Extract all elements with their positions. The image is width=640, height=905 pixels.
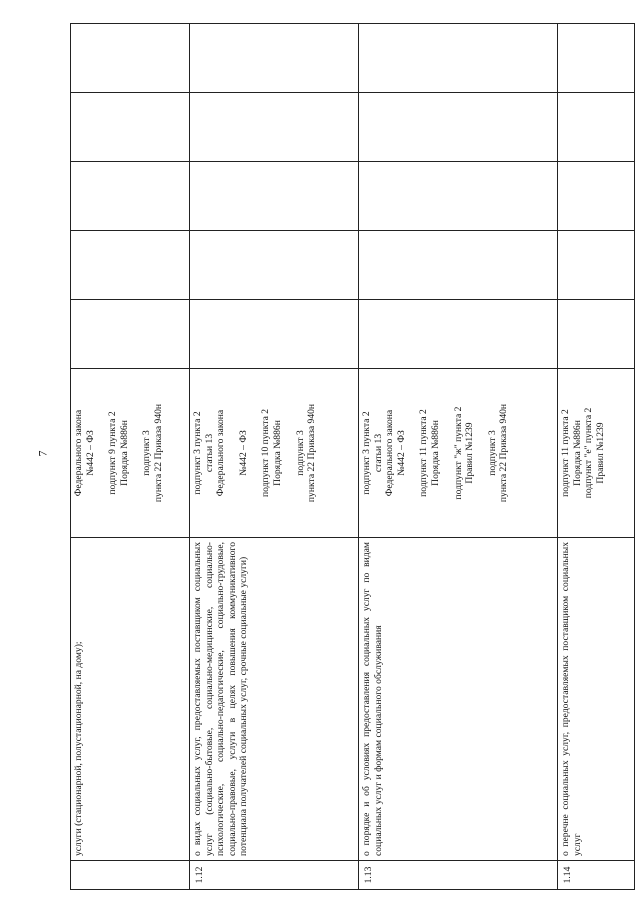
legal-basis-spacer: [476, 373, 487, 533]
legal-basis-line: статьи 13: [372, 433, 384, 473]
empty-cell: [190, 93, 359, 162]
legal-basis-line: пункта 22 Приказа 940н: [498, 403, 510, 503]
empty-cell: [71, 231, 190, 300]
legal-basis-line: Порядка №886н: [429, 420, 441, 486]
legal-basis-spacer: [227, 373, 238, 533]
empty-cell: [359, 231, 558, 300]
legal-basis-cell: [190, 369, 359, 538]
legal-basis-line: Федерального закона: [215, 409, 227, 497]
empty-cell: [359, 162, 558, 231]
table-row: [71, 24, 190, 890]
page-number: 7: [35, 450, 50, 457]
table-row: [190, 24, 359, 890]
legal-basis-line: №442 – ФЗ: [395, 430, 407, 476]
legal-basis-line: подпункт 3: [486, 430, 498, 476]
empty-cell: [359, 93, 558, 162]
empty-cell: [71, 24, 190, 93]
legal-basis-line: Федерального закона: [73, 409, 84, 497]
table-row: [558, 24, 635, 890]
legal-basis-line: подпункт 3: [141, 430, 153, 476]
legal-basis-line: пункта 22 Приказа 940н: [152, 403, 164, 503]
legal-basis-cell: [71, 369, 190, 538]
empty-cell: [71, 93, 190, 162]
legal-basis-line: подпункт 3 пункта 2: [192, 411, 203, 495]
description-cell: о перечне социальных услуг, предоставляемых поставщиком социальных услуг: [558, 538, 635, 861]
table-row: [359, 24, 558, 890]
description-cell: о порядке и об условиях предоставления социальных услуг по видам социальных услуг и формам социального обслуживания: [359, 538, 558, 861]
empty-cell: [190, 24, 359, 93]
description-cell: о видах социальных услуг, предоставляемых поставщиком социальных услуг (социально-бытовые, социально-медицинские, социально-психологические, социально-педагогические, социально-трудовые, социально-правовые, услуги в целях повышения коммуникативного потенциала получателей социальных услуг, срочные социальные услуги): [190, 538, 359, 861]
legal-basis-line: Правил №1239: [464, 422, 476, 484]
legal-basis-spacer: [284, 373, 295, 533]
row-number-cell: 1.14: [558, 861, 635, 890]
empty-cell: [359, 300, 558, 369]
empty-cell: [190, 300, 359, 369]
empty-cell: [558, 24, 635, 93]
row-number-cell: [71, 861, 190, 890]
rotated-table-container: [70, 40, 606, 890]
empty-cell: [71, 162, 190, 231]
legal-basis-line: подпункт "е" пункта 2: [583, 407, 595, 499]
legal-basis-line: Порядка №886н: [571, 420, 583, 486]
empty-cell: [190, 231, 359, 300]
legal-basis-line: Порядка №886н: [118, 420, 130, 486]
legal-basis-spacer: [442, 373, 453, 533]
legal-basis-spacer: [249, 373, 260, 533]
legal-basis-line: пункта 22 Приказа 940н: [306, 403, 318, 503]
legal-basis-line: Порядка №886н: [271, 420, 283, 486]
legal-basis-line: подпункт 11 пункта 2: [560, 409, 571, 497]
legal-basis-line: №442 – ФЗ: [84, 430, 96, 476]
empty-cell: [190, 162, 359, 231]
legal-basis-line: №442 – ФЗ: [237, 430, 249, 476]
legal-basis-cell: [558, 369, 635, 538]
legal-basis-line: подпункт 10 пункта 2: [260, 408, 272, 498]
legal-basis-line: Правил №1239: [594, 422, 606, 484]
legal-basis-line: статьи 13: [203, 433, 215, 473]
empty-cell: [558, 231, 635, 300]
legal-basis-line: подпункт 9 пункта 2: [107, 411, 119, 495]
empty-cell: [558, 300, 635, 369]
empty-cell: [359, 24, 558, 93]
empty-cell: [558, 93, 635, 162]
legal-basis-spacer: [130, 373, 141, 533]
empty-cell: [71, 300, 190, 369]
legal-basis-spacer: [407, 373, 418, 533]
empty-cell: [558, 162, 635, 231]
row-number-cell: 1.12: [190, 861, 359, 890]
row-number-cell: 1.13: [359, 861, 558, 890]
document-table: [70, 23, 635, 890]
legal-basis-line: подпункт 3 пункта 2: [361, 411, 372, 495]
legal-basis-line: подпункт 3: [294, 430, 306, 476]
description-cell: услуги (стационарной, полустационарной, на дому);: [71, 538, 190, 861]
legal-basis-line: Федерального закона: [384, 409, 396, 497]
legal-basis-cell: [359, 369, 558, 538]
legal-basis-line: подпункт 11 пункта 2: [418, 409, 430, 497]
legal-basis-spacer: [96, 373, 107, 533]
legal-basis-line: подпункт "ж" пункта 2: [452, 406, 464, 500]
